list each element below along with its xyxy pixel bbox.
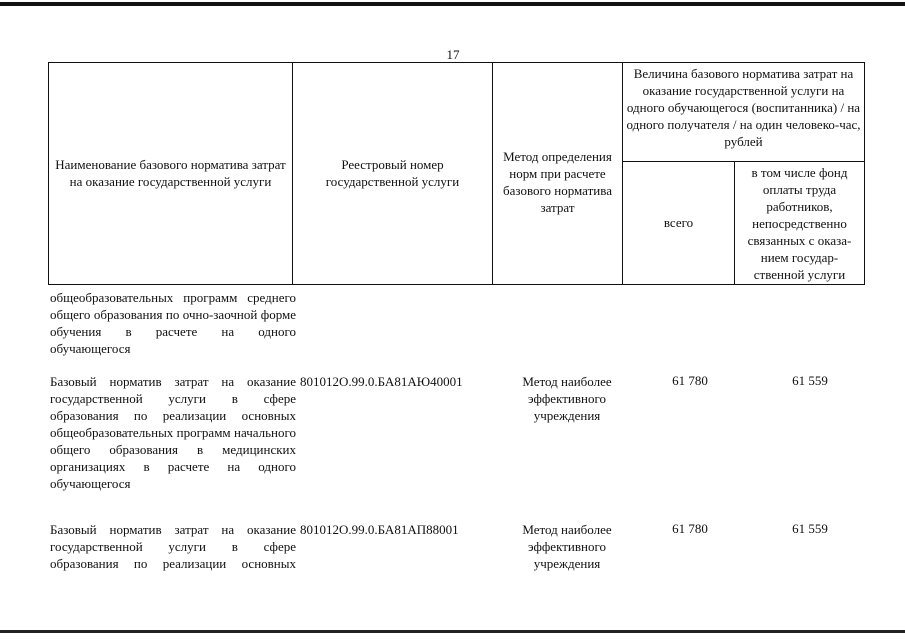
row-1-including: 61 559 xyxy=(792,373,828,388)
header-registry-cell: Реестровый номер государственной услуги xyxy=(293,63,493,285)
header-value-cell: Величина базового норматива затрат на оказание государственной услуги на одного обучающегося (воспитанника) / на одного получателя / на один человеко-час, рублей xyxy=(623,63,865,162)
row-2-method: Метод наиболее эффективного учреждения xyxy=(522,522,612,571)
header-method-cell: Метод определения норм при расчете базового норматива затрат xyxy=(493,63,623,285)
continuation-description: общеобразовательных программ среднего общего образования по очно-заочной форме обучения в расчете на одного обучающегося xyxy=(50,290,296,356)
row-2-registry-number: 801012О.99.0.БА81АП88001 xyxy=(300,522,459,537)
page-number: 17 xyxy=(446,47,460,62)
row-2-total: 61 780 xyxy=(672,521,708,536)
row-1-method: Метод наиболее эффективного учреждения xyxy=(522,374,612,423)
row-1-registry-number: 801012О.99.0.БА81АЮ40001 xyxy=(300,374,463,389)
header-including-cell: в том числе фонд оплаты труда работников, непосредственно связанных с оказа-нием государ-ственной услуги xyxy=(735,162,865,285)
bottom-border-rule xyxy=(0,630,905,633)
header-name-cell: Наименование базового норматива затрат на оказание государственной услуги xyxy=(49,63,293,285)
table-header xyxy=(48,62,865,285)
row-1-description: Базовый норматив затрат на оказание государственной услуги в сфере образования по реализации основных общеобразовательных программ начального общего образования в медицинских организациях в расчете на одного обучающегося xyxy=(50,374,296,491)
row-2-description: Базовый норматив затрат на оказание государственной услуги в сфере образования по реализации основных xyxy=(50,522,296,571)
top-border-rule xyxy=(0,2,905,6)
row-2-including: 61 559 xyxy=(792,521,828,536)
row-1-total: 61 780 xyxy=(672,373,708,388)
header-total-cell: всего xyxy=(623,162,735,285)
